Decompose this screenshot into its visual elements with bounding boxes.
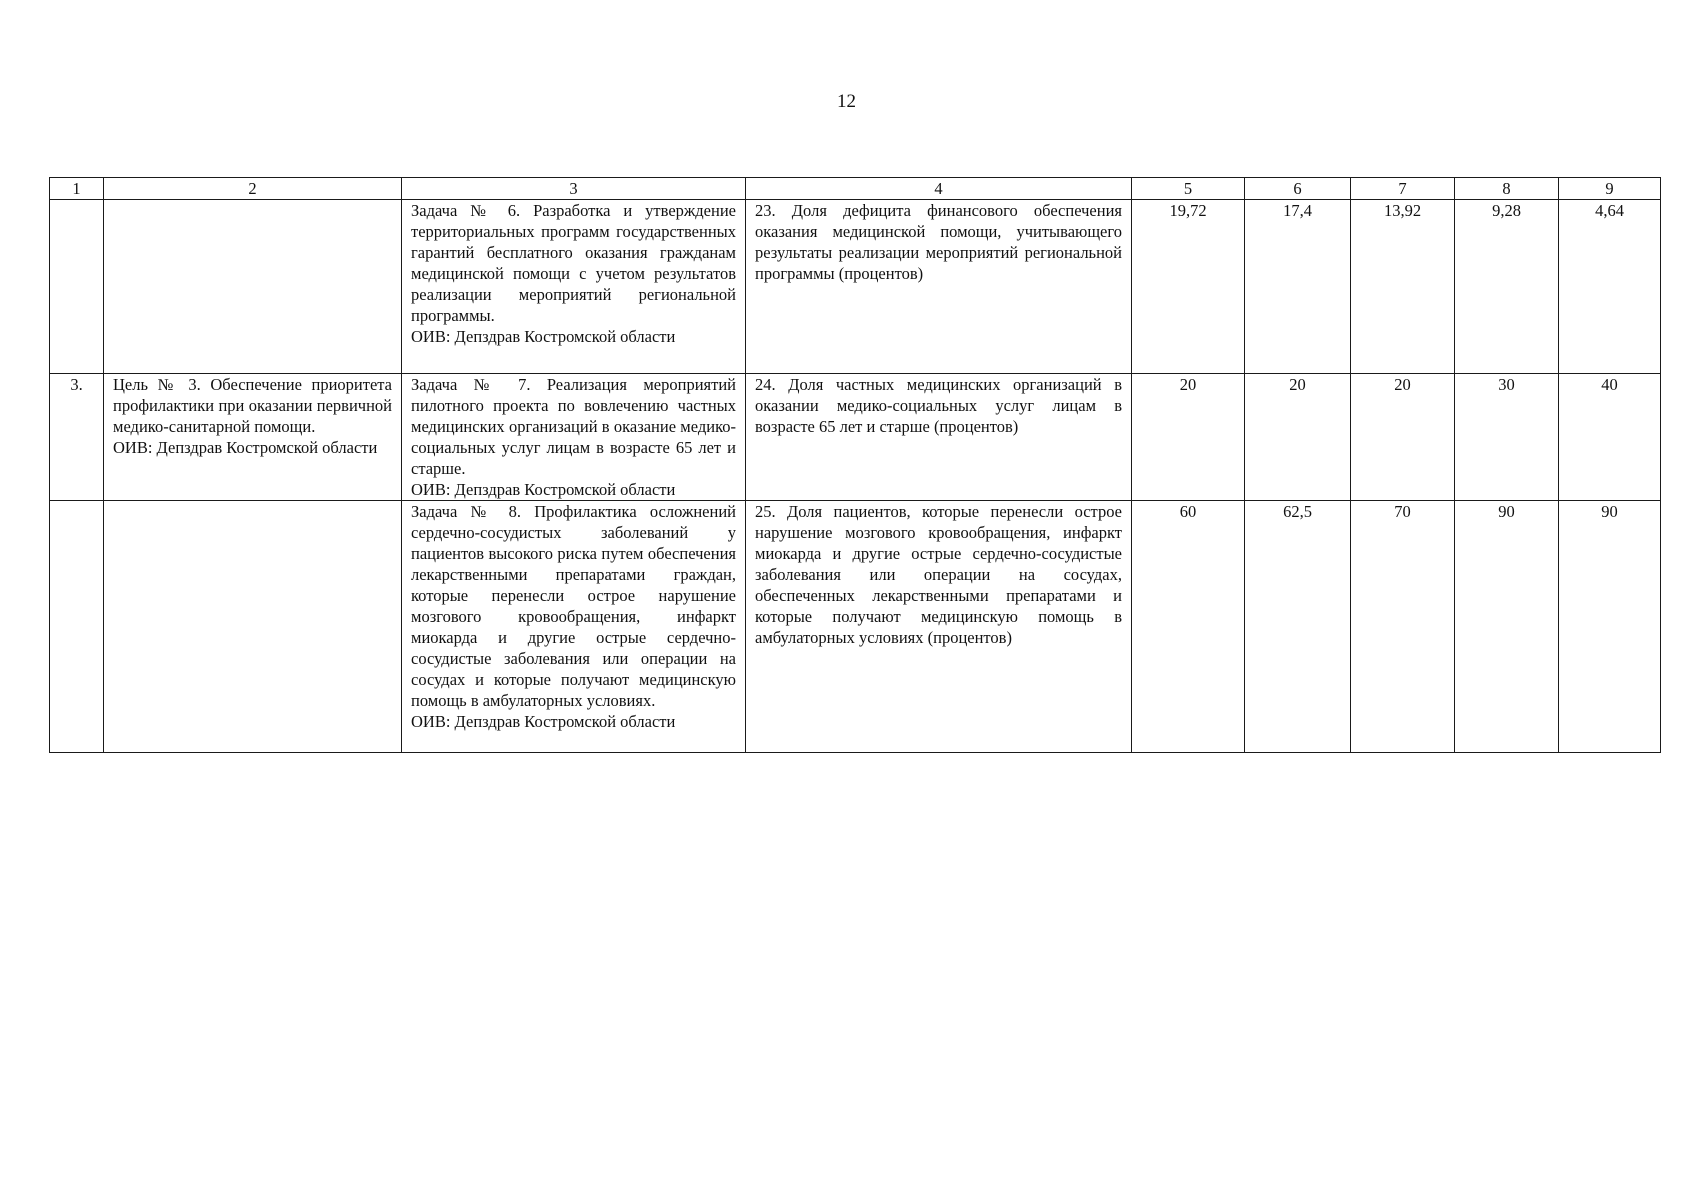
task-text: Задача № 7. Реализация мероприятий пилотного проекта по вовлечению частных медицинских организаций в оказание медико-социальных услуг лицам в возрасте 65 лет и старше. [411, 375, 736, 478]
column-header: 3 [402, 178, 746, 200]
indicator-cell: 23. Доля дефицита финансового обеспечения оказания медицинской помощи, учитывающего результаты реализации мероприятий региональной программы (процентов) [746, 200, 1132, 374]
value-cell: 17,4 [1245, 200, 1351, 374]
goal-cell [104, 374, 402, 501]
value-cell: 20 [1351, 374, 1455, 501]
value-cell: 20 [1245, 374, 1351, 501]
column-header: 2 [104, 178, 402, 200]
task-cell [402, 501, 746, 753]
value-cell: 9,28 [1455, 200, 1559, 374]
table-row [50, 501, 1661, 753]
indicators-table [49, 177, 1661, 753]
row-number [50, 501, 104, 753]
task-cell [402, 200, 746, 374]
row-number [50, 200, 104, 374]
column-header: 5 [1132, 178, 1245, 200]
value-cell: 13,92 [1351, 200, 1455, 374]
task-oiv: ОИВ: Депздрав Костромской области [411, 480, 676, 499]
goal-text: Цель № 3. Обеспечение приоритета профилактики при оказании первичной медико-санитарной помощи. [113, 375, 392, 436]
column-header: 9 [1559, 178, 1661, 200]
task-cell [402, 374, 746, 501]
indicator-cell: 25. Доля пациентов, которые перенесли острое нарушение мозгового кровообращения, инфаркт миокарда и другие острые сердечно-сосудистые заболевания или операции на сосудах, обеспеченных лекарственными препаратами и которые получают медицинскую помощь в амбулаторных условиях (процентов) [746, 501, 1132, 753]
table-row [50, 200, 1661, 374]
column-header: 7 [1351, 178, 1455, 200]
goal-cell [104, 200, 402, 374]
value-cell: 40 [1559, 374, 1661, 501]
row-number: 3. [50, 374, 104, 501]
table-row [50, 374, 1661, 501]
indicator-cell: 24. Доля частных медицинских организаций в оказании медико-социальных услуг лицам в возрасте 65 лет и старше (процентов) [746, 374, 1132, 501]
column-header: 1 [50, 178, 104, 200]
value-cell: 90 [1559, 501, 1661, 753]
task-oiv: ОИВ: Депздрав Костромской области [411, 327, 676, 346]
value-cell: 62,5 [1245, 501, 1351, 753]
goal-cell [104, 501, 402, 753]
column-header: 8 [1455, 178, 1559, 200]
value-cell: 70 [1351, 501, 1455, 753]
value-cell: 30 [1455, 374, 1559, 501]
value-cell: 20 [1132, 374, 1245, 501]
task-text: Задача № 6. Разработка и утверждение территориальных программ государственных гарантий бесплатного оказания гражданам медицинской помощи с учетом результатов реализации мероприятий региональной программы. [411, 201, 736, 325]
goal-oiv: ОИВ: Депздрав Костромской области [113, 438, 378, 457]
page-number: 12 [837, 91, 856, 112]
value-cell: 90 [1455, 501, 1559, 753]
value-cell: 19,72 [1132, 200, 1245, 374]
task-text: Задача № 8. Профилактика осложнений сердечно-сосудистых заболеваний у пациентов высокого риска путем обеспечения лекарственными препаратами граждан, которые перенесли острое нарушение мозгового кровообращения, инфаркт миокарда и другие острые сердечно-сосудистые заболевания или операции на сосудах и которые получают медицинскую помощь в амбулаторных условиях. [411, 502, 736, 710]
column-header: 4 [746, 178, 1132, 200]
value-cell: 60 [1132, 501, 1245, 753]
task-oiv: ОИВ: Депздрав Костромской области [411, 712, 676, 731]
value-cell: 4,64 [1559, 200, 1661, 374]
header-row [50, 178, 1661, 200]
column-header: 6 [1245, 178, 1351, 200]
